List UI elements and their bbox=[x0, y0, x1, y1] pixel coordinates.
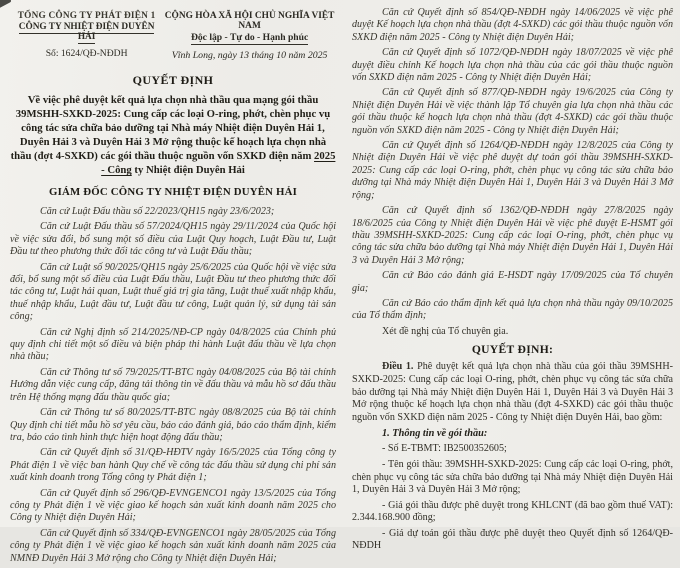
tender-detail-item: - Số E-TBMT: IB2500352605; bbox=[382, 443, 507, 455]
citation-paragraph: Căn cứ Nghị định số 214/2025/NĐ-CP ngày 04/8/2025 của Chính phủ quy định chi tiết một số điều và biện pháp thi hành Luật đấu thầu về lựa chọn nhà thầu; bbox=[10, 326, 336, 363]
citation-paragraph: Căn cứ Quyết định số 1072/QĐ-NĐDH ngày 18/07/2025 về việc phê duyệt điều chỉnh Kế hoạch lựa chọn nhà thầu của các gói thầu thuộc nguồn vốn SXKD điện năm 2025 - Công ty Nhiệt điện Duyên Hải; bbox=[352, 47, 673, 84]
decision-title-underlined-text: 2025 - Công bbox=[101, 150, 336, 176]
national-title: CỘNG HÒA XÃ HỘI CHỦ NGHĨA VIỆT NAM bbox=[164, 11, 335, 31]
citation-paragraph: Căn cứ Quyết định số 334/QĐ-EVNGENCO1 ngày 28/05/2025 của Tổng công ty Phát điện 1 về việc giao kế hoạch sản xuất kinh doanh năm 2025 của NMNĐ Duyên Hải 3 Mở rộng cho Công ty Nhiệt điện Duyên Hải; bbox=[10, 527, 336, 564]
tender-detail-item: - Giá gói thầu được phê duyệt trong KHLCNT (đã bao gồm thuế VAT): 2.344.168.900 đồng; bbox=[352, 499, 673, 524]
citation-paragraph: Căn cứ Báo cáo đánh giá E-HSDT ngày 17/09/2025 của Tổ chuyên gia; bbox=[352, 270, 673, 294]
tender-detail-item: - Tên gói thầu: 39MSHH-SXKD-2025: Cung cấp các loại O-ring, phớt, chèn phục vụ công tác sửa chữa bảo dưỡng tại Nhà máy Nhiệt điện Duyên Hải 1, Duyên Hải 3 và Duyên Hải 3 Mở rộng; bbox=[352, 458, 673, 496]
national-motto-block bbox=[163, 11, 336, 61]
issuer-heading: GIÁM ĐỐC CÔNG TY NHIỆT ĐIỆN DUYÊN HẢI bbox=[48, 186, 298, 198]
tender-detail-item: - Giá dự toán gói thầu được phê duyệt theo Quyết định số 1264/QĐ-NĐDH bbox=[352, 527, 673, 552]
citation-paragraph: Căn cứ Báo cáo thẩm định kết quả lựa chọn nhà thầu ngày 09/10/2025 của Tổ thẩm định; bbox=[352, 297, 673, 322]
citation-paragraph: Căn cứ Luật Đấu thầu số 57/2024/QH15 ngày 29/11/2024 của Quốc hội về việc sửa đổi, bổ sung một số điều của Luật Quy hoạch, Luật Đầu tư, Luật Đầu tư theo phương thức đối tác công tư và Luật Đấu thầu; bbox=[10, 221, 336, 258]
citation-paragraph: Căn cứ Quyết định số 877/QĐ-NĐDH ngày 19/6/2025 của Công ty Nhiệt điện Duyên Hải về việc thành lập Tổ chuyên gia lựa chọn nhà thầu các gói thầu thuộc kế hoạch lựa chọn nhà thầu (đợt 4-SXKD) các gói thầu thuộc nguồn vốn SXKD điện năm 2025 - Công ty Nhiệt điện Duyên Hải; bbox=[352, 87, 673, 136]
citation-paragraph: Căn cứ Quyết định số 854/QĐ-NĐDH ngày 14/06/2025 về việc phê duyệt Kế hoạch lựa chọn nhà thầu (đợt 4-SXKD) các gói thầu thuộc nguồn vốn SXKD điện năm 2025 - Công ty Nhiệt điện Duyên Hải; bbox=[352, 7, 673, 43]
decides-heading: QUYẾT ĐỊNH: bbox=[471, 343, 554, 357]
article-1-text: Phê duyệt kết quả lựa chọn nhà thầu của gói thầu 39MSHH-SXKD-2025: Cung cấp các loại O-ring, phớt, chèn phục vụ công tác sửa chữa bảo dưỡng tại Nhà máy Nhiệt điện Duyên Hải 1, Duyên Hải 3 và Duyên Hải 3 Mở rộng thuộc kế hoạch lựa chọn nhà thầu (đợt 4-SXKD) các gói thầu thuộc nguồn vốn SXKD điện năm 2025 - Công ty Nhiệt điện Duyên Hải, bao gồm: bbox=[352, 361, 673, 423]
document-number: Số: 1624/QĐ-NĐDH bbox=[45, 48, 128, 59]
decision-heading: QUYẾT ĐỊNH bbox=[132, 73, 214, 87]
decision-title-tail-text: ty Nhiệt điện Duyên Hải bbox=[131, 164, 245, 176]
issuing-org-block bbox=[10, 11, 163, 61]
citation-paragraph: Căn cứ Luật số 90/2025/QH15 ngày 25/6/2025 của Quốc hội về việc sửa đổi, bổ sung một số điều của Luật Đấu thầu, Luật Đầu tư theo phương thức đối tác công tư, Luật hải quan, Luật thuế giá trị gia tăng, Luật thuế xuất nhập khẩu, thuế nhập khẩu, Luật đầu tư, Luật đầu tư công, Luật quản lý, sử dụng tài sản công; bbox=[10, 261, 336, 323]
article-1-label: Điều 1. bbox=[382, 361, 414, 373]
right-column bbox=[352, 0, 673, 556]
citation-paragraph: Căn cứ Luật Đấu thầu số 22/2023/QH15 ngày 23/6/2023; bbox=[40, 206, 275, 217]
decision-title bbox=[10, 93, 336, 177]
place-and-date: Vĩnh Long, ngày 13 tháng 10 năm 2025 bbox=[171, 50, 328, 61]
article-1-paragraph bbox=[352, 361, 673, 424]
section-1-heading: 1. Thông tin về gói thầu: bbox=[382, 428, 488, 440]
citation-paragraph: Căn cứ Thông tư số 79/2025/TT-BTC ngày 04/08/2025 của Bộ tài chính Hướng dẫn việc cung cấp, đăng tải thông tin về đấu thầu và mẫu hồ sơ đấu thầu trên Hệ thống mạng đấu thầu quốc gia; bbox=[10, 366, 336, 403]
citation-paragraph: Căn cứ Quyết định số 1264/QĐ-NĐDH ngày 12/8/2025 của Công ty Nhiệt điện Duyên Hải về việc phê duyệt dự toán gói thầu 39MSHH-SXKD-2025: Cung cấp các loại O-ring, phớt, chèn phục vụ công tác sửa chữa bảo dưỡng tại Nhà máy Nhiệt điện Duyên Hải 1, Duyên Hải 3 và Duyên Hải 3 Mở rộng; bbox=[352, 140, 673, 201]
citation-paragraph: Căn cứ Quyết định số 1362/QĐ-NĐDH ngày 27/8/2025 ngày 18/6/2025 của Công ty Nhiệt điện Duyên Hải về việc phê duyệt E-HSMT gói thầu 39MSHH-SXKD-2025: Cung cấp các loại O-ring, phớt, chèn phục vụ công tác sửa chữa bảo dưỡng tại Nhà máy Nhiệt điện Duyên Hải 1, Duyên Hải 3 và Duyên Hải 3 Mở rộng; bbox=[352, 205, 673, 266]
document-header bbox=[10, 11, 336, 61]
parent-company-name: TỔNG CÔNG TY PHÁT ĐIỆN 1 bbox=[17, 11, 156, 21]
decision-title-text: Về việc phê duyệt kết quả lựa chọn nhà thầu qua mạng gói thầu 39MSHH-SXKD-2025: Cung cấp các loại O-ring, phớt, chèn phục vụ công tác sửa chữa bảo dưỡng tại Nhà máy Nhiệt điện Duyên Hải 1, Duyên Hải 3 và Duyên Hải 3 Mở rộng thuộc kế hoạch lựa chọn nhà thầu (đợt 4-SXKD) các gói thầu thuộc nguồn vốn SXKD điện năm bbox=[10, 94, 331, 162]
company-name: CÔNG TY NHIỆT ĐIỆN DUYÊN HẢI bbox=[18, 22, 155, 42]
citation-paragraph: Căn cứ Quyết định số 31/QĐ-HĐTV ngày 16/5/2025 của Tổng công ty Phát điện 1 về việc ban hành Quy chế về công tác đấu thầu sử dụng chi phí sản xuất kinh doanh trong Tổng công ty Phát điện 1; bbox=[10, 447, 336, 484]
consideration-line: Xét đề nghị của Tổ chuyên gia. bbox=[382, 325, 509, 337]
citation-paragraph: Căn cứ Quyết định số 296/QĐ-EVNGENCO1 ngày 13/5/2025 của Tổng công ty Phát điện 1 về việc giao kế hoạch sản xuất kinh doanh năm 2025 cho Công ty Nhiệt điện Duyên Hải; bbox=[10, 487, 336, 524]
citation-paragraph: Căn cứ Thông tư số 80/2025/TT-BTC ngày 08/8/2025 của Bộ tài chính Quy định chi tiết mẫu hồ sơ yêu cầu, báo cáo đánh giá, báo cáo thẩm định, kiểm tra, báo cáo tình hình thực hiện hoạt động đấu thầu; bbox=[10, 407, 336, 443]
national-motto: Độc lập - Tự do - Hạnh phúc bbox=[190, 32, 309, 43]
left-column bbox=[10, 0, 336, 568]
